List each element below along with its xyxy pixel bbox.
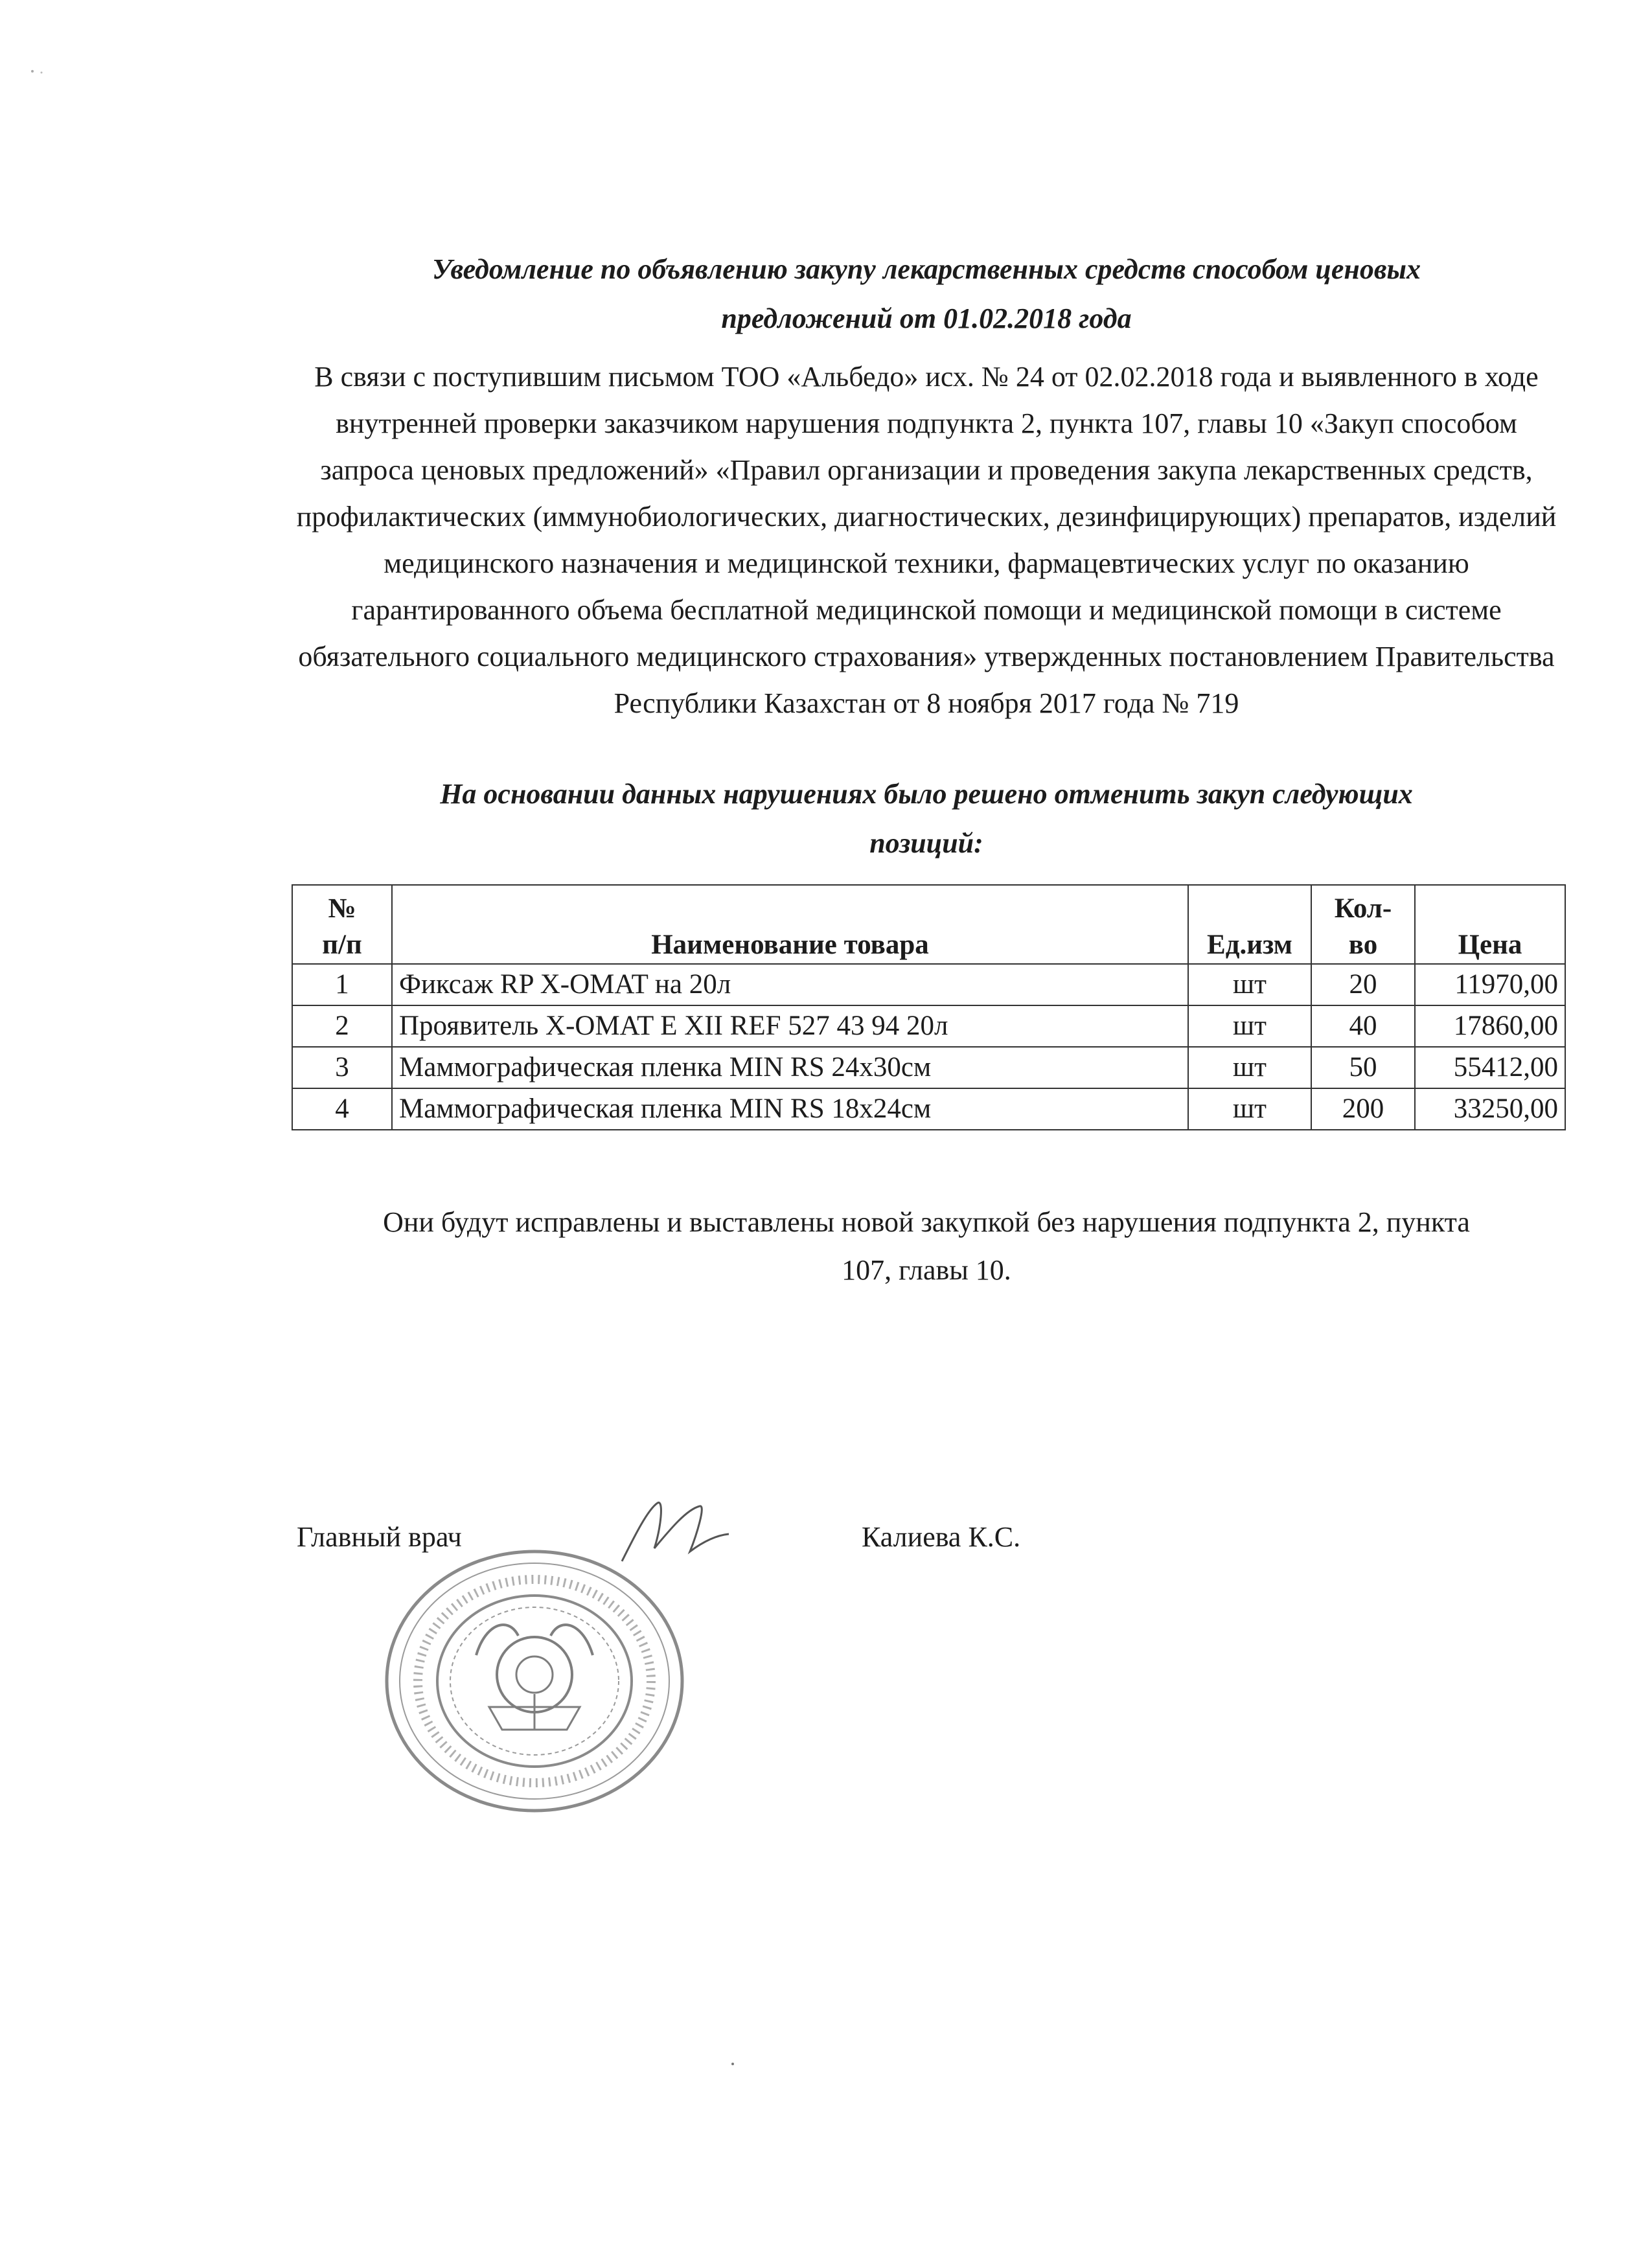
signatory-name: Калиева К.С.	[862, 1521, 1021, 1553]
header-number-line-2: п/п	[322, 930, 362, 960]
header-price: Цена	[1415, 885, 1565, 964]
table-row	[292, 1088, 1565, 1130]
header-number	[292, 885, 392, 964]
table-header-row	[292, 885, 1565, 964]
header-number-line-1: №	[328, 893, 356, 924]
row-name: Маммографическая пленка MIN RS 18x24см	[392, 1088, 1188, 1130]
scan-speck	[26, 65, 52, 78]
document-title	[292, 245, 1561, 343]
row-price: 33250,00	[1415, 1088, 1565, 1130]
row-unit: шт	[1188, 964, 1311, 1005]
header-unit: Ед.изм	[1188, 885, 1311, 964]
row-number: 3	[292, 1047, 392, 1088]
row-unit: шт	[1188, 1005, 1311, 1047]
row-quantity: 40	[1311, 1005, 1415, 1047]
closing-line-2: 107, главы 10.	[842, 1254, 1011, 1286]
table-row	[292, 1047, 1565, 1088]
signatory-role: Главный врач	[297, 1521, 462, 1553]
row-unit: шт	[1188, 1088, 1311, 1130]
closing-line-1: Они будут исправлены и выставлены новой закупкой без нарушения подпункта 2, пункта	[383, 1206, 1470, 1238]
row-name: Маммографическая пленка MIN RS 24x30см	[392, 1047, 1188, 1088]
decision-statement	[292, 770, 1561, 868]
row-name: Проявитель X-OMAT E XII REF 527 43 94 20л	[392, 1005, 1188, 1047]
title-line-1: Уведомление по объявлению закупу лекарственных средств способом ценовых	[431, 253, 1421, 285]
row-number: 1	[292, 964, 392, 1005]
row-number: 4	[292, 1088, 392, 1130]
row-unit: шт	[1188, 1047, 1311, 1088]
closing-statement	[292, 1198, 1561, 1294]
decision-line-1: На основании данных нарушениях было решено отменить закуп следующих	[440, 778, 1413, 810]
cancelled-items-table	[292, 884, 1566, 1130]
scan-speck	[729, 2060, 737, 2068]
decision-line-2: позиций:	[869, 827, 983, 859]
row-quantity: 20	[1311, 964, 1415, 1005]
table-row	[292, 964, 1565, 1005]
row-number: 2	[292, 1005, 392, 1047]
row-price: 11970,00	[1415, 964, 1565, 1005]
body-paragraph: В связи с поступившим письмом ТОО «Альбедо» исх. № 24 от 02.02.2018 года и выявленного в ходе внутренней проверки заказчиком нарушения подпункта 2, пункта 107, главы 10 «Закуп способом запроса ценовых предложений» «Правил организации и проведения закупа лекарственных средств, профилактических (иммунобиологических, диагностических, дезинфицирующих) препаратов, изделий медицинского назначения и медицинской техники, фармацевтических услуг по оказанию гарантированного объема бесплатной медицинской помощи и медицинской помощи в системе обязательного социального медицинского страхования» утвержденных постановлением Правительства Республики Казахстан от 8 ноября 2017 года № 719	[296, 361, 1557, 719]
header-quantity-line-2: во	[1348, 930, 1378, 960]
official-seal	[379, 1545, 690, 1817]
row-price: 17860,00	[1415, 1005, 1565, 1047]
row-price: 55412,00	[1415, 1047, 1565, 1088]
row-quantity: 50	[1311, 1047, 1415, 1088]
header-quantity-line-1: Кол-	[1334, 893, 1392, 924]
row-name: Фиксаж RP X-OMAT на 20л	[392, 964, 1188, 1005]
title-line-2: предложений от 01.02.2018 года	[721, 303, 1132, 334]
table-row	[292, 1005, 1565, 1047]
header-quantity	[1311, 885, 1415, 964]
header-name: Наименование товара	[392, 885, 1188, 964]
row-quantity: 200	[1311, 1088, 1415, 1130]
